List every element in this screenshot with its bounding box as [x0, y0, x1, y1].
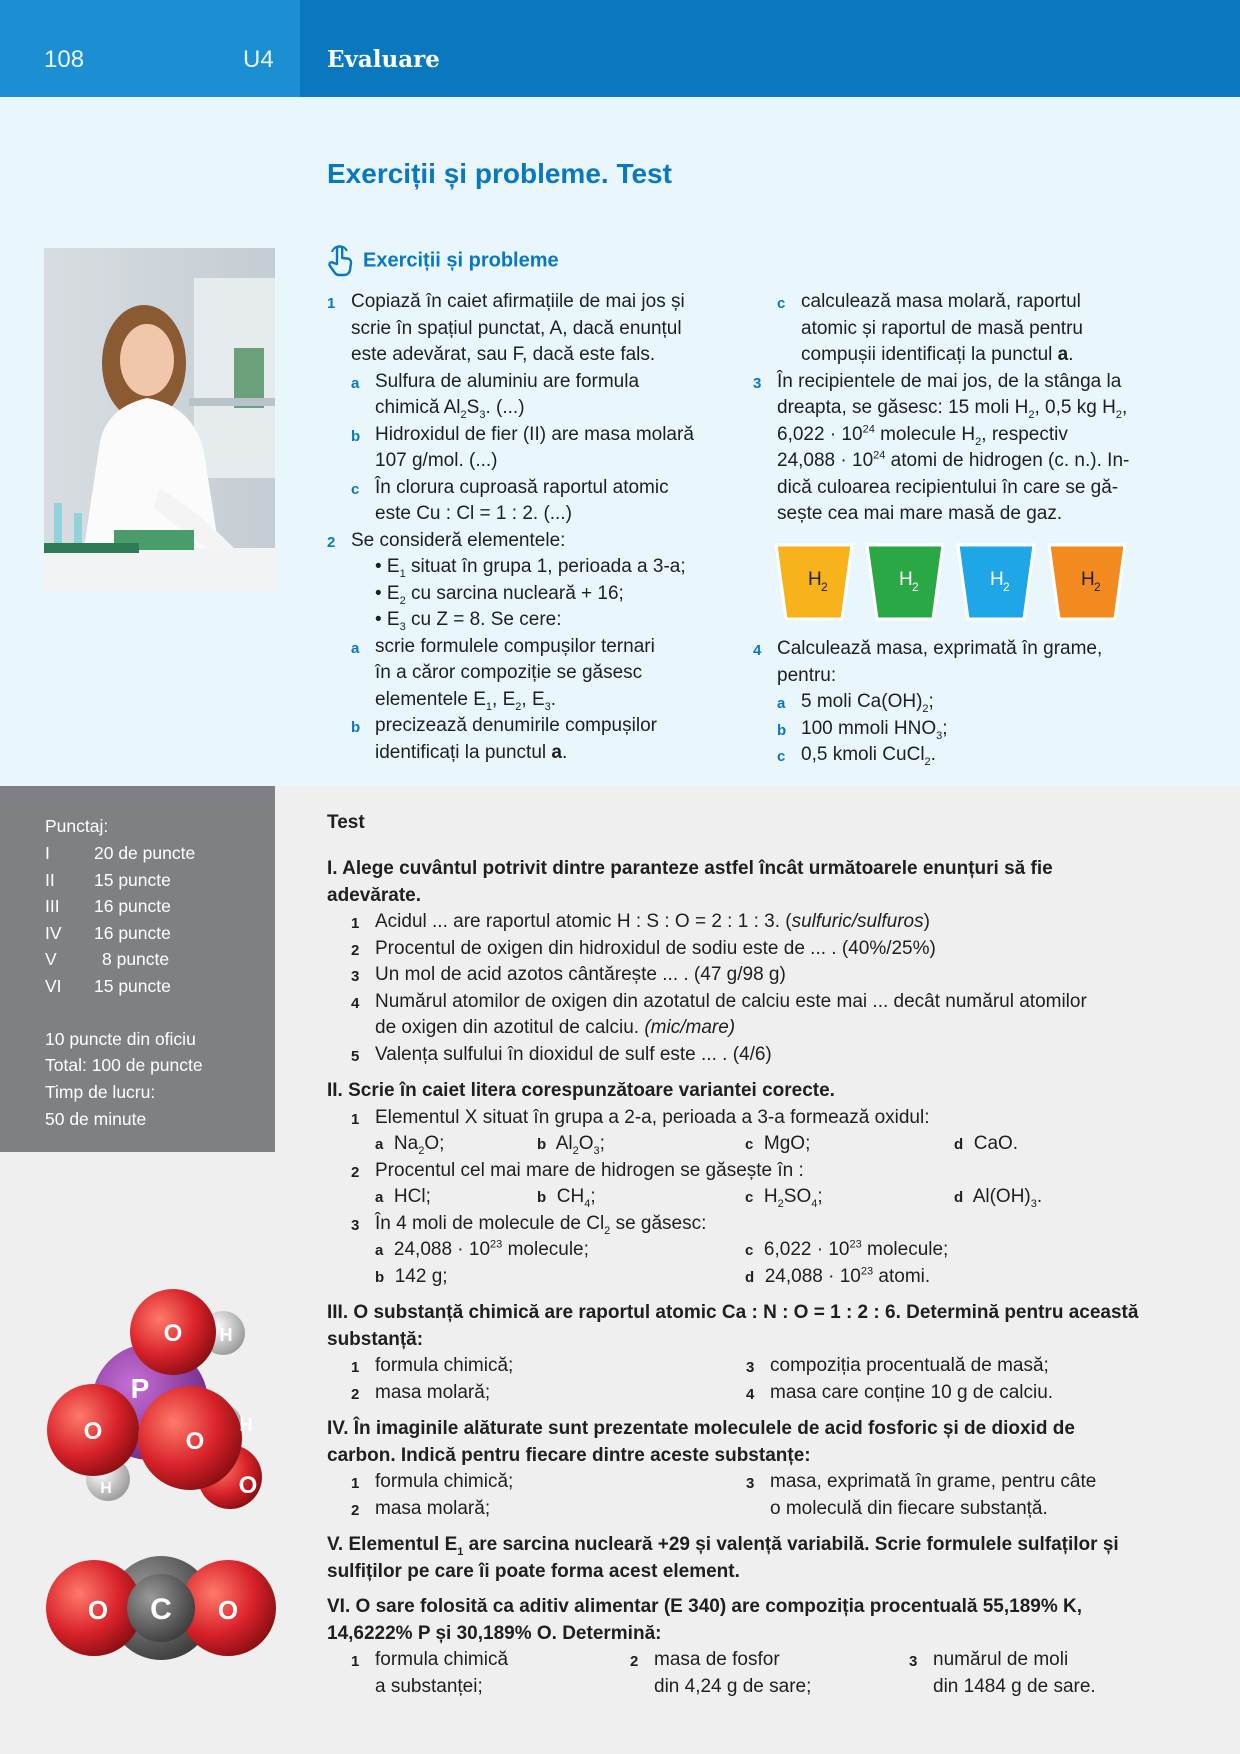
ex2 — [327, 528, 747, 555]
svg-text:O: O — [238, 1472, 258, 1499]
item-letter: b — [777, 721, 787, 739]
ex2-item-b — [327, 713, 747, 766]
ex4-intro — [753, 636, 1153, 689]
score-roman: I — [45, 843, 50, 863]
pointing-hand-icon — [327, 244, 357, 278]
question-heading: adevărate. — [327, 884, 422, 906]
score-roman: V — [45, 949, 57, 970]
ex1-line-2: scrie în spațiul punctat, A, dacă enunțul — [351, 317, 682, 339]
section-title: Evaluare — [327, 46, 440, 73]
item-letter: a — [351, 374, 360, 392]
ex1-item-c — [327, 475, 747, 528]
item-line: este Cu : Cl = 1 : 2. (...) — [375, 503, 572, 524]
item-line: precizează denumirile compușilor — [375, 715, 657, 736]
item-line: compușii identificați la punctul a. — [801, 344, 1074, 365]
ex2-item-c — [753, 289, 1153, 369]
question-heading: substanță: — [327, 1328, 424, 1350]
item-4: 4 Numărul atomilor de oxigen din azotatul de calciu este mai ... decât numărul atomilor de oxigen din azotitul de calciu. (mic/mare) — [351, 990, 1087, 1038]
score-points: 16 puncte — [94, 922, 171, 943]
options-3b: b 142 g; d $24,088 \cdot 10^{23}$ atomi. — [375, 1265, 931, 1287]
score-points: 15 puncte — [94, 869, 171, 890]
item-line: chimică $Al_2S_3$. (...) — [375, 397, 525, 421]
item-letter: c — [777, 748, 786, 765]
item-1: 1 Elementul X situat în grupa a 2-a, perioada a 3-a formează oxidul: — [351, 1106, 930, 1128]
ex1-number: 1 — [327, 295, 336, 312]
ex4-item-c: c 0,5 kmoli CuCl$_2$. — [753, 742, 1153, 769]
ex2-item-a — [327, 634, 747, 714]
item-line: calculează masa molară, raportul — [801, 291, 1081, 312]
items-row-1: 1 formula chimică; 3 compoziția procentuală de masă; — [351, 1355, 1049, 1376]
score-roman: VI — [45, 976, 62, 996]
ex3-line: $6,022 \cdot 10^{24}$ molecule $H_2$, respectiv — [777, 423, 1068, 448]
item-line: În clorura cuproasă raportul atomic — [375, 476, 669, 498]
items-row-2: 2 masa molară; o moleculă din fiecare substanță. — [351, 1497, 1048, 1519]
bullet-e3: • $E_3$ cu Z = 8. Se cere: — [375, 609, 562, 633]
time-value: 50 de minute — [45, 1109, 147, 1129]
question-heading: 14,6222% P și 30,189% O. Determină: — [327, 1622, 662, 1644]
item-1: 1 Acidul ... are raportul atomic H : S : O = 2 : 1 : 3. (sulfuric/sulfuros) — [351, 911, 930, 932]
test-question-ii — [327, 1078, 1157, 1298]
subtitle-text: Exerciții și probleme — [363, 249, 559, 272]
ex4-item-b: b 100 mmoli $HNO_3$; — [753, 716, 1153, 743]
svg-text:H: H — [1081, 569, 1095, 590]
ex1 — [327, 289, 747, 369]
svg-text:O: O — [83, 1418, 103, 1445]
item-3: 3 Un mol de acid azotos cântărește ... . (47 g/98 g) — [351, 964, 786, 985]
svg-text:H: H — [239, 1415, 253, 1435]
svg-text:P: P — [130, 1373, 150, 1404]
svg-text:H: H — [219, 1325, 233, 1345]
options-1: a $Na_2O$; b $Al_2O_3$; c MgO; d CaO. — [375, 1133, 1019, 1157]
test-question-iii — [327, 1300, 1157, 1410]
test-question-vi — [327, 1594, 1157, 1714]
time-label: Timp de lucru: — [45, 1082, 156, 1102]
ex3-number: 3 — [753, 374, 762, 392]
svg-text:O: O — [217, 1595, 239, 1625]
exercises-left-column — [327, 289, 747, 766]
svg-text:H: H — [100, 1480, 112, 1497]
item-letter: b — [351, 719, 361, 736]
ex1-item-b — [327, 422, 747, 475]
ex4-line: Calculează masa, exprimată în grame, — [777, 638, 1103, 659]
page-title: Exerciții și probleme. Test — [327, 158, 672, 189]
item-line: Sulfura de aluminiu are formula — [375, 370, 640, 392]
test-question-i — [327, 856, 1157, 1068]
test-title: Test — [327, 812, 365, 833]
item-line: în a căror compoziție se găsesc — [375, 662, 643, 683]
question-heading: carbon. Indică pentru fiecare dintre aceste substanțe: — [327, 1444, 811, 1466]
items-row-1: 1 formula chimică; 3 masa, exprimată în grame, pentru câte — [351, 1471, 1097, 1492]
exercises-subtitle — [327, 244, 559, 278]
container-yellow — [776, 545, 852, 619]
items-row-2: 2 masa molară; 4 masa care conține 10 g de calciu. — [351, 1381, 1054, 1403]
ex1-item-a — [327, 369, 747, 422]
ex4 — [753, 636, 1153, 769]
svg-text:H: H — [990, 569, 1004, 590]
ex4-item-a: a 5 moli $Ca(OH)_2$; — [753, 689, 1153, 716]
question-heading: I. Alege cuvântul potrivit dintre paranteze astfel încât următoarele enunțuri să fie — [327, 858, 1053, 879]
ex1-line-1: Copiază în caiet afirmațiile de mai jos și — [351, 291, 685, 312]
gas-containers — [774, 543, 1130, 621]
bullet-e2: • $E_2$ cu sarcina nucleară + 16; — [375, 582, 624, 607]
ex4-line: pentru: — [777, 664, 837, 686]
score-points: 16 puncte — [94, 896, 171, 917]
container-green — [867, 545, 943, 619]
score-roman: IV — [45, 922, 62, 943]
ex2-intro: Se consideră elementele: — [351, 529, 566, 551]
item-line: Hidroxidul de fier (II) are masa molară — [375, 423, 694, 445]
container-blue — [958, 545, 1034, 619]
svg-text:2: 2 — [1094, 580, 1101, 594]
item-2: 2 Procentul cel mai mare de hidrogen se găsește în : — [351, 1159, 804, 1181]
ex3-line: În recipientele de mai jos, de la stânga la — [777, 370, 1122, 392]
item-line: elementele $E_1$, $E_2$, $E_3$. — [375, 688, 557, 713]
ex1-line-3: este adevărat, sau F, dacă este fals. — [351, 344, 656, 365]
item-letter: a — [351, 639, 360, 657]
question-heading: IV. În imaginile alăturate sunt prezentate moleculele de acid fosforic și de dioxid de — [327, 1418, 1075, 1439]
ex3 — [753, 369, 1153, 528]
item-2: 2 Procentul de oxigen din hidroxidul de sodiu este de ... . (40%/25%) — [351, 937, 936, 959]
score-oficiu: 10 puncte din oficiu — [45, 1029, 196, 1049]
unit-label: U4 — [243, 46, 274, 73]
question-heading: II. Scrie în caiet litera corespunzătoare variantei corecte. — [327, 1080, 835, 1101]
svg-text:2: 2 — [912, 580, 919, 594]
svg-text:O: O — [87, 1595, 109, 1625]
ex3-line: $24,088 \cdot 10^{24}$ atomi de hidrogen (c. n.). In- — [777, 449, 1130, 471]
item-line: atomic și raportul de masă pentru — [801, 317, 1083, 339]
score-total: Total: 100 de puncte — [45, 1055, 203, 1075]
score-label: Punctaj: — [45, 816, 109, 836]
ex4-number: 4 — [753, 642, 762, 659]
score-roman: II — [45, 869, 55, 890]
bullet-e1: • $E_1$ situat în grupa 1, perioada a 3-a; — [375, 556, 686, 580]
page-number: 108 — [44, 46, 85, 73]
question-heading: V. Elementul $E_1$ are sarcina nucleară +29 și valență variabilă. Scrie formulele sulfaților și — [327, 1534, 1119, 1558]
score-points: 20 de puncte — [94, 843, 196, 863]
score-points: 15 puncte — [94, 976, 171, 996]
item-letter: b — [351, 427, 361, 445]
item-letter: c — [351, 480, 360, 498]
svg-text:O: O — [185, 1428, 205, 1455]
svg-text:O: O — [163, 1320, 183, 1347]
item-letter: a — [777, 695, 786, 712]
score-points: 8 puncte — [102, 949, 170, 970]
item-line: scrie formulele compușilor ternari — [375, 635, 655, 657]
test-question-iv — [327, 1416, 1157, 1526]
carbon-dioxide-molecule — [46, 1540, 276, 1676]
items-row: 1 formula chimică a substanței; 2 masa de fosfor din 4,24 g de sare; 3 numărul de moli din 1484 g de sare. — [351, 1649, 1096, 1697]
ex2-bullets — [327, 554, 747, 634]
page-header — [0, 0, 1240, 97]
options-3a: a $24,088 \cdot 10^{23}$ molecule; c $6,022 \cdot 10^{23}$ molecule; — [375, 1238, 949, 1260]
item-5: 5 Valența sulfului în dioxidul de sulf este ... . (4/6) — [351, 1043, 772, 1065]
score-roman: III — [45, 896, 60, 917]
svg-text:2: 2 — [821, 580, 828, 594]
item-3: 3 În 4 moli de molecule de $Cl_2$ se găsesc: — [351, 1212, 707, 1237]
ex3-line: sește cea mai mare masă de gaz. — [777, 503, 1063, 524]
ex3-line: dică culoarea recipientului în care se gă- — [777, 476, 1119, 498]
svg-text:C: C — [150, 1593, 172, 1626]
lab-photo — [44, 248, 275, 591]
ex2-number: 2 — [327, 533, 336, 551]
svg-text:H: H — [899, 569, 913, 590]
options-2: a HCl; b $CH_4$; c $H_2SO_4$; d $Al(OH)_3$. — [375, 1186, 1043, 1210]
item-letter: c — [777, 295, 786, 312]
question-heading: VI. O sare folosită ca aditiv alimentar (E 340) are compoziția procentuală 55,189% K, — [327, 1596, 1083, 1617]
svg-text:2: 2 — [1003, 580, 1010, 594]
question-heading: III. O substanță chimică are raportul atomic Ca : N : O = 1 : 2 : 6. Determină pentru această — [327, 1302, 1139, 1323]
item-line: 107 g/mol. (...) — [375, 450, 498, 471]
container-orange — [1049, 545, 1125, 619]
ex3-line: dreapta, se găsesc: 15 moli $H_2$, 0,5 kg $H_2$, — [777, 397, 1128, 421]
test-question-v — [327, 1532, 1157, 1585]
item-line: identificați la punctul a. — [375, 741, 568, 763]
question-heading: sulfiților pe care îi poate forma acest element. — [327, 1560, 740, 1582]
exercises-right-column — [753, 289, 1153, 528]
svg-text:H: H — [808, 569, 822, 590]
phosphoric-acid-molecule — [40, 1285, 280, 1515]
score-box — [0, 786, 275, 1152]
